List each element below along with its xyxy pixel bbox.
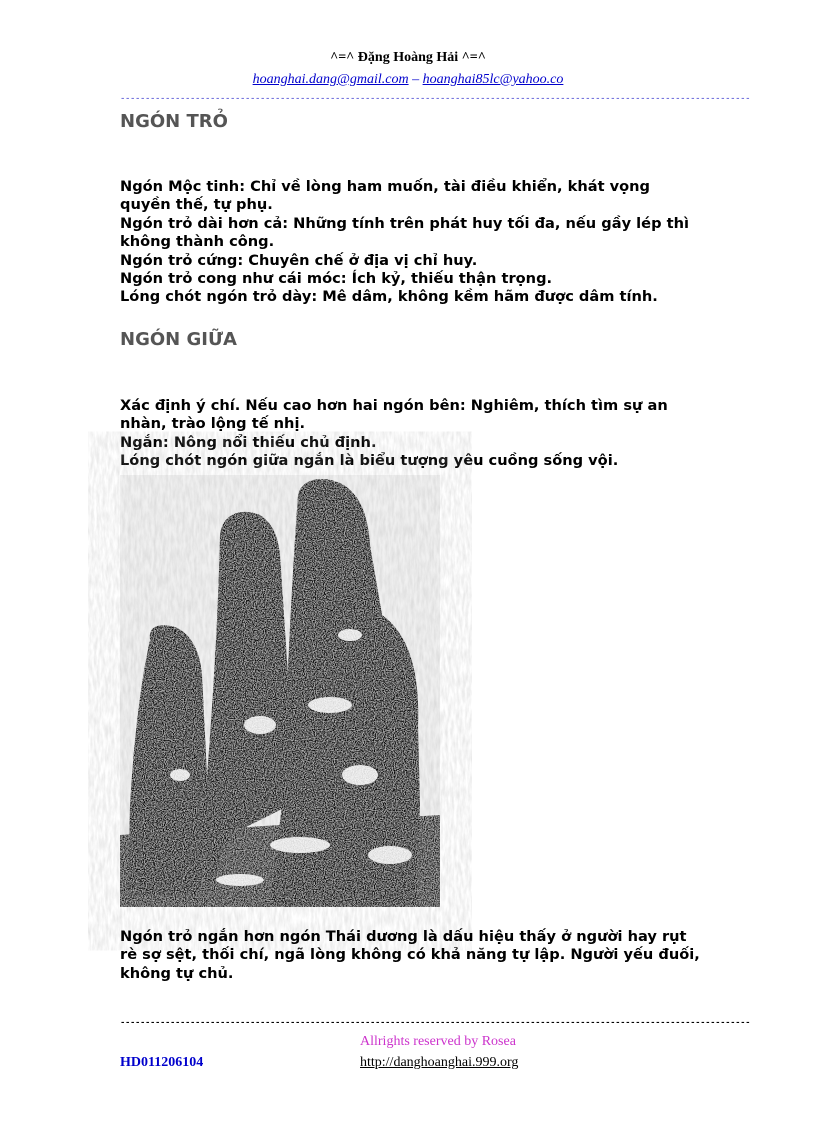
rights-notice: Allrights reserved by Rosea (360, 1034, 516, 1049)
index-line-1: Ngón Mộc tinh: Chỉ về lòng ham muốn, tài điều khiển, khát vọng quyền thế, tự phụ. (120, 178, 650, 214)
middle-line-2: Ngắn: Nông nổi thiếu chủ định. (120, 433, 377, 451)
middle-line-3: Lóng chót ngón giữa ngắn là biểu tượng yêu cuồng sống vội. (120, 452, 619, 470)
index-line-2: Ngón trỏ dài hơn cả: Những tính trên phát huy tối đa, nếu gầy lép thì không thành công. (120, 214, 689, 251)
footer-divider: ------------------------------------------------------------------------------------------------------------------------------ (120, 1018, 751, 1028)
document-code: HD011206104 (120, 1055, 204, 1070)
contact-emails (0, 72, 816, 88)
email-link-gmail[interactable]: hoanghai.dang@gmail.com (252, 72, 409, 87)
email-link-yahoo[interactable]: hoanghai85lc@yahoo.co (422, 72, 564, 87)
index-line-5: Lóng chót ngón trỏ dày: Mê dâm, không kềm hãm được dâm tính. (120, 288, 658, 306)
author-name: ^=^ Đặng Hoàng Hải ^=^ (330, 50, 486, 65)
index-finger-paragraph (120, 178, 700, 307)
index-line-4: Ngón trỏ cong như cái móc: Ích kỷ, thiếu thận trọng. (120, 270, 553, 288)
middle-line-1: Xác định ý chí. Nếu cao hơn hai ngón bên: Nghiêm, thích tìm sự an nhàn, trào lộng tế nhị. (120, 397, 668, 433)
section-title-index-finger: NGÓN TRỎ (120, 111, 228, 132)
header-divider: ------------------------------------------------------------------------------------------------------------------------------ (120, 94, 751, 104)
caption-paragraph: Ngón trỏ ngắn hơn ngón Thái dương là dấu hiệu thấy ở người hay rụt rè sợ sệt, thối chí, ngã lòng không có khả năng tự lập. Người yếu đuối, không tự chủ. (120, 928, 700, 982)
middle-finger-paragraph (120, 397, 700, 471)
hand-print-photo (120, 475, 440, 907)
website-link[interactable]: http://danghoanghai.999.org (360, 1055, 519, 1070)
index-line-3: Ngón trỏ cứng: Chuyên chế ở địa vị chỉ huy. (120, 251, 478, 269)
email-separator: – (408, 72, 423, 87)
section-title-middle-finger: NGÓN GIỮA (120, 329, 237, 350)
